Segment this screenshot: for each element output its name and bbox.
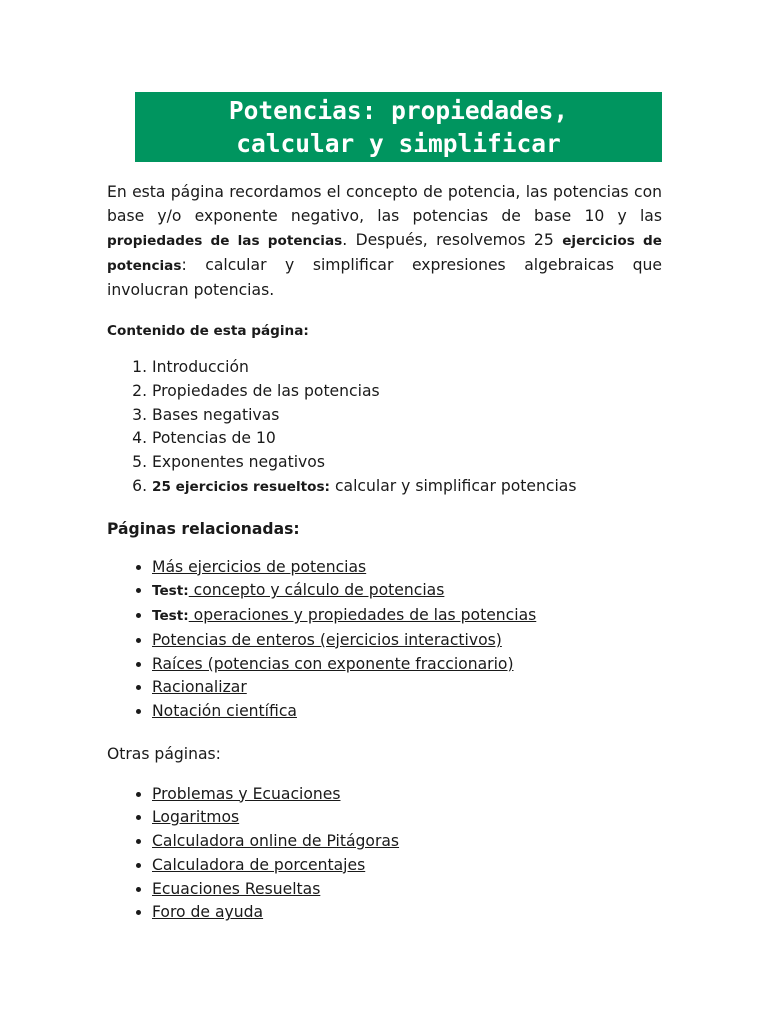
- list-item: [152, 700, 662, 724]
- list-item: [152, 579, 662, 604]
- list-item: [152, 604, 662, 629]
- test-prefix: Test:: [152, 583, 189, 600]
- title-line-1: Potencias: propiedades,: [228, 96, 569, 125]
- other-link[interactable]: Logaritmos: [152, 808, 240, 827]
- list-item: [152, 901, 662, 925]
- page-title: [135, 92, 662, 162]
- other-link[interactable]: Calculadora online de Pitágoras: [152, 832, 400, 851]
- list-item: [152, 676, 662, 700]
- list-item: [152, 854, 662, 878]
- intro-text-3: : calcular y simplificar expresiones algebraicas que involucran potencias.: [107, 256, 662, 299]
- list-item: [152, 830, 662, 854]
- intro-bold-2: ejercicios de potencias: [107, 233, 662, 274]
- toc-item[interactable]: 5. Exponentes negativos: [152, 451, 662, 475]
- related-link[interactable]: Raíces (potencias con exponente fraccionario): [152, 654, 514, 673]
- toc-item[interactable]: [152, 475, 662, 500]
- list-item: [152, 629, 662, 653]
- other-pages-list: [107, 783, 662, 925]
- list-item: [152, 878, 662, 902]
- title-line-2: calcular y simplificar: [236, 129, 561, 158]
- related-link[interactable]: Más ejercicios de potencias: [152, 557, 367, 576]
- other-link[interactable]: Calculadora de porcentajes: [152, 855, 366, 874]
- toc-item[interactable]: 3. Bases negativas: [152, 404, 662, 428]
- intro-bold-1: propiedades de las potencias: [107, 233, 343, 249]
- related-pages-heading: Páginas relacionadas:: [107, 519, 300, 538]
- related-link[interactable]: concepto y cálculo de potencias: [188, 581, 445, 600]
- intro-paragraph: [107, 180, 662, 302]
- toc-item-bold: 25 ejercicios resueltos:: [152, 478, 330, 495]
- list-item: [152, 783, 662, 807]
- related-pages-list: [107, 556, 662, 724]
- document-page: [107, 92, 662, 925]
- test-prefix: Test:: [152, 608, 189, 625]
- list-item: [152, 653, 662, 677]
- related-link[interactable]: Potencias de enteros (ejercicios interactivos): [152, 630, 502, 649]
- toc-item[interactable]: 4. Potencias de 10: [152, 427, 662, 451]
- intro-text-2: . Después, resolvemos 25: [342, 231, 563, 249]
- other-pages-heading: Otras páginas:: [107, 744, 221, 763]
- toc-item[interactable]: 2. Propiedades de las potencias: [152, 380, 662, 404]
- related-link[interactable]: operaciones y propiedades de las potencias: [188, 606, 537, 625]
- intro-text-1: En esta página recordamos el concepto de potencia, las potencias con base y/o exponente negativo, las potencias de base 10 y las: [107, 183, 662, 225]
- toc-item[interactable]: 1. Introducción: [152, 356, 662, 380]
- other-link[interactable]: Foro de ayuda: [152, 903, 264, 922]
- list-item: [152, 556, 662, 580]
- other-link[interactable]: Problemas y Ecuaciones: [152, 784, 341, 803]
- table-of-contents: [107, 356, 662, 500]
- toc-item-text: calcular y simplificar potencias: [330, 476, 577, 495]
- other-link[interactable]: Ecuaciones Resueltas: [152, 879, 321, 898]
- related-link[interactable]: Racionalizar: [152, 678, 247, 697]
- list-item: [152, 806, 662, 830]
- toc-heading: Contenido de esta página:: [107, 323, 309, 339]
- related-link[interactable]: Notación científica: [152, 702, 297, 720]
